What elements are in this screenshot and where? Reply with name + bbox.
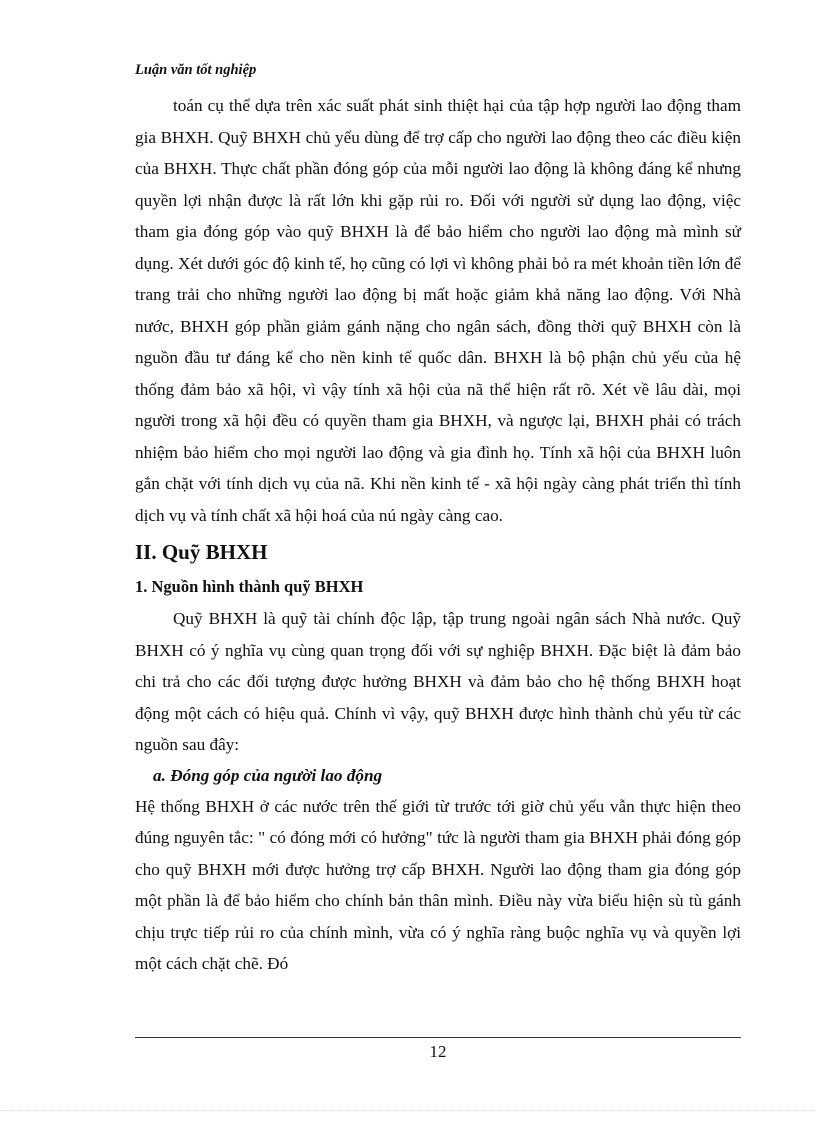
subsubsection-heading: a. Đóng góp của người lao động	[153, 765, 383, 785]
subsection-heading: 1. Nguồn hình thành quỹ BHXH	[135, 577, 364, 596]
footer-divider	[135, 1037, 741, 1038]
paragraph-3: Hệ thống BHXH ở các nước trên thế giới từ trước tới giờ chủ yếu vẫn thực hiện theo đúng nguyên tắc: " có đóng mới có hưởng" tức là người tham gia BHXH phải đóng góp cho quỹ BHXH mới được hưởng trợ cấp BHXH. Người lao động tham gia đóng góp một phần là để bảo hiểm cho chính bản thân mình. Điều này vừa biểu hiện sù tù gánh chịu trực tiếp rủi ro của chính mình, vừa có ý nghĩa ràng buộc nghĩa vụ và quyền lợi một cách chặt chẽ. Đó	[135, 796, 741, 973]
page-body	[135, 90, 741, 980]
running-header: Luận văn tốt nghiệp	[135, 62, 257, 78]
page-number: 12	[429, 1042, 447, 1061]
section-heading: II. Quỹ BHXH	[135, 540, 268, 564]
paragraph-2: Quỹ BHXH là quỹ tài chính độc lập, tập trung ngoài ngân sách Nhà nước. Quỹ BHXH có ý nghĩa vụ cùng quan trọng đối với sự nghiệp BHXH. Đặc biệt là đảm bảo chi trả cho các đối tượng được hưởng BHXH và đảm bảo cho hệ thống BHXH hoạt động một cách có hiệu quả. Chính vì vậy, quỹ BHXH được hình thành chủ yếu từ các nguồn sau đây:	[135, 609, 741, 754]
paragraph-1: toán cụ thể dựa trên xác suất phát sinh thiệt hại của tập hợp người lao động tham gia BHXH. Quỹ BHXH chủ yếu dùng để trợ cấp cho người lao động theo các điều kiện của BHXH. Thực chất phần đóng góp của mỗi người lao động là không đáng kể nhưng quyền lợi nhận được là rất lớn khi gặp rủi ro. Đối với người sử dụng lao động, việc tham gia đóng góp vào quỹ BHXH là để bảo hiểm cho người lao động mà mình sử dụng. Xét dưới góc độ kinh tế, họ cũng có lợi vì không phải bỏ ra mét khoản tiền lớn để trang trải cho những người lao động bị mất hoặc giảm khả năng lao động. Với Nhà nước, BHXH góp phần giảm gánh nặng cho ngân sách, đồng thời quỹ BHXH còn là nguồn đầu tư đáng kể cho nền kinh tế quốc dân. BHXH là bộ phận chủ yếu của hệ thống đảm bảo xã hội, vì vậy tính xã hội của nã thể hiện rất rõ. Xét về lâu dài, mọi người trong xã hội đều có quyền tham gia BHXH, và ngược lại, BHXH phải có trách nhiệm bảo hiểm cho mọi người lao động và gia đình họ. Tính xã hội của BHXH luôn gắn chặt với tính dịch vụ của nã. Khi nền kinh tế - xã hội ngày càng phát triển thì tính dịch vụ và tính chất xã hội hoá của nú ngày càng cao.	[135, 96, 741, 525]
page-edge-divider	[0, 1110, 816, 1111]
